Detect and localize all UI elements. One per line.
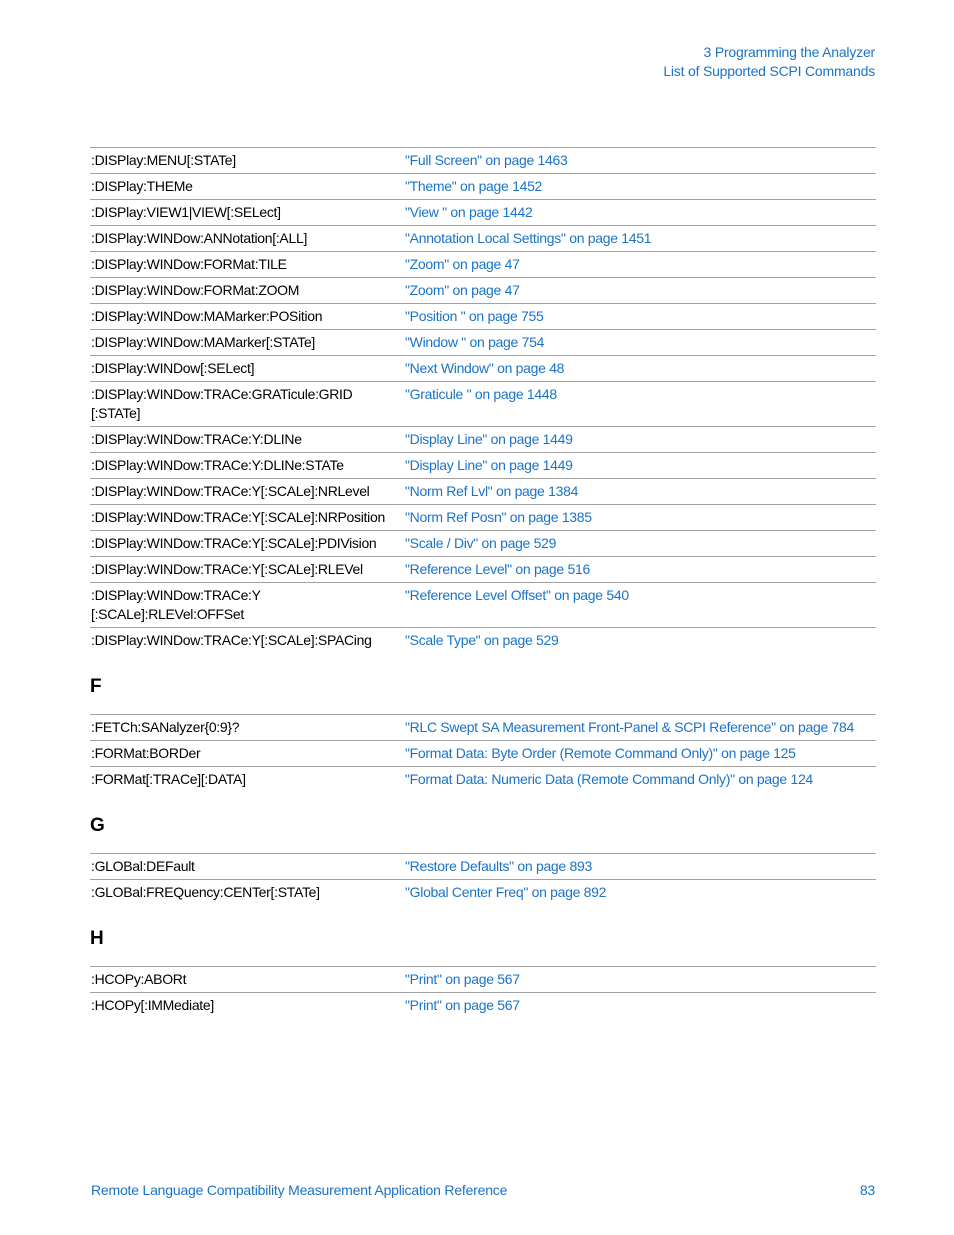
table-row xyxy=(90,993,876,1019)
g-command-table xyxy=(90,853,876,905)
table-row xyxy=(90,382,876,427)
page-reference-link[interactable]: "Reference Level" on page 516 xyxy=(404,557,876,583)
scpi-command: :DISPlay:WINDow:TRACe:Y[:SCALe]:SPACing xyxy=(90,628,404,654)
table-row xyxy=(90,557,876,583)
page-reference-link[interactable]: "Graticule " on page 1448 xyxy=(404,382,876,427)
scpi-command: :DISPlay:WINDow:TRACe:Y[:SCALe]:NRLevel xyxy=(90,479,404,505)
display-command-table xyxy=(90,147,876,653)
page-reference-link[interactable]: "Norm Ref Lvl" on page 1384 xyxy=(404,479,876,505)
scpi-command: :HCOPy[:IMMediate] xyxy=(90,993,404,1019)
scpi-command: :DISPlay:WINDow:MAMarker[:STATe] xyxy=(90,330,404,356)
page-reference-link[interactable]: "Zoom" on page 47 xyxy=(404,278,876,304)
section-heading-f: F xyxy=(90,676,102,697)
table-row xyxy=(90,278,876,304)
page-reference-link[interactable]: "Print" on page 567 xyxy=(404,993,876,1019)
table-row xyxy=(90,741,876,767)
scpi-command: :DISPlay:WINDow:TRACe:Y[:SCALe]:NRPosition xyxy=(90,505,404,531)
table-row xyxy=(90,767,876,793)
f-command-table xyxy=(90,714,876,792)
scpi-command: :DISPlay:WINDow:TRACe:Y[:SCALe]:PDIVision xyxy=(90,531,404,557)
table-row xyxy=(90,531,876,557)
scpi-command: :FETCh:SANalyzer{0:9}? xyxy=(90,715,404,741)
page-reference-link[interactable]: "Theme" on page 1452 xyxy=(404,174,876,200)
page-reference-link[interactable]: "Global Center Freq" on page 892 xyxy=(404,880,876,906)
scpi-command: :DISPlay:WINDow:ANNotation[:ALL] xyxy=(90,226,404,252)
scpi-command: :HCOPy:ABORt xyxy=(90,967,404,993)
table-row xyxy=(90,479,876,505)
table-row xyxy=(90,715,876,741)
scpi-command: :GLOBal:DEFault xyxy=(90,854,404,880)
table-row xyxy=(90,453,876,479)
scpi-command: :DISPlay:WINDow:TRACe:Y:DLINe xyxy=(90,427,404,453)
page-reference-link[interactable]: "Next Window" on page 48 xyxy=(404,356,876,382)
table-row xyxy=(90,200,876,226)
page-reference-link[interactable]: "RLC Swept SA Measurement Front-Panel & SCPI Reference" on page 784 xyxy=(404,715,876,741)
table-row xyxy=(90,427,876,453)
table-row xyxy=(90,854,876,880)
table-row xyxy=(90,628,876,654)
page-reference-link[interactable]: "Norm Ref Posn" on page 1385 xyxy=(404,505,876,531)
scpi-command: :DISPlay:THEMe xyxy=(90,174,404,200)
scpi-command: :FORMat:BORDer xyxy=(90,741,404,767)
page-reference-link[interactable]: "Annotation Local Settings" on page 1451 xyxy=(404,226,876,252)
page-reference-link[interactable]: "Format Data: Byte Order (Remote Command Only)" on page 125 xyxy=(404,741,876,767)
table-row xyxy=(90,226,876,252)
page-number: 83 xyxy=(859,1182,875,1198)
table-row xyxy=(90,252,876,278)
page-reference-link[interactable]: "Print" on page 567 xyxy=(404,967,876,993)
page-reference-link[interactable]: "Display Line" on page 1449 xyxy=(404,453,876,479)
page-reference-link[interactable]: "Display Line" on page 1449 xyxy=(404,427,876,453)
command-list xyxy=(90,147,876,1018)
scpi-command: :DISPlay:WINDow:FORMat:TILE xyxy=(90,252,404,278)
table-row xyxy=(90,880,876,906)
scpi-command: :DISPlay:WINDow:TRACe:Y[:SCALe]:RLEVel xyxy=(90,557,404,583)
page-reference-link[interactable]: "Restore Defaults" on page 893 xyxy=(404,854,876,880)
chapter-title: 3 Programming the Analyzer xyxy=(703,44,875,60)
page-reference-link[interactable]: "Scale / Div" on page 529 xyxy=(404,531,876,557)
page-reference-link[interactable]: "Scale Type" on page 529 xyxy=(404,628,876,654)
section-title: List of Supported SCPI Commands xyxy=(663,63,875,79)
section-heading-g: G xyxy=(90,815,105,836)
table-row xyxy=(90,967,876,993)
scpi-command: :DISPlay:WINDow[:SELect] xyxy=(90,356,404,382)
scpi-command: :DISPlay:WINDow:MAMarker:POSition xyxy=(90,304,404,330)
scpi-command: :DISPlay:WINDow:TRACe:Y:DLINe:STATe xyxy=(90,453,404,479)
table-row xyxy=(90,356,876,382)
page-reference-link[interactable]: "Format Data: Numeric Data (Remote Command Only)" on page 124 xyxy=(404,767,876,793)
table-row xyxy=(90,330,876,356)
table-row xyxy=(90,583,876,628)
table-row xyxy=(90,505,876,531)
scpi-command: :DISPlay:WINDow:FORMat:ZOOM xyxy=(90,278,404,304)
scpi-command: :DISPlay:WINDow:TRACe:Y [:SCALe]:RLEVel:OFFSet xyxy=(90,583,404,628)
scpi-command: :FORMat[:TRACe][:DATA] xyxy=(90,767,404,793)
table-row xyxy=(90,174,876,200)
page-reference-link[interactable]: "Zoom" on page 47 xyxy=(404,252,876,278)
scpi-command: :DISPlay:WINDow:TRACe:GRATicule:GRID [:STATe] xyxy=(90,382,404,427)
table-row xyxy=(90,304,876,330)
h-command-table xyxy=(90,966,876,1018)
scpi-command: :DISPlay:VIEW1|VIEW[:SELect] xyxy=(90,200,404,226)
running-header xyxy=(663,43,875,81)
section-heading-h: H xyxy=(90,928,104,949)
page-reference-link[interactable]: "View " on page 1442 xyxy=(404,200,876,226)
table-row xyxy=(90,148,876,174)
page-reference-link[interactable]: "Full Screen" on page 1463 xyxy=(404,148,876,174)
document-title: Remote Language Compatibility Measurement Application Reference xyxy=(91,1182,508,1198)
page-reference-link[interactable]: "Reference Level Offset" on page 540 xyxy=(404,583,876,628)
page-footer xyxy=(91,1182,875,1198)
page-reference-link[interactable]: "Window " on page 754 xyxy=(404,330,876,356)
page-reference-link[interactable]: "Position " on page 755 xyxy=(404,304,876,330)
scpi-command: :GLOBal:FREQuency:CENTer[:STATe] xyxy=(90,880,404,906)
scpi-command: :DISPlay:MENU[:STATe] xyxy=(90,148,404,174)
